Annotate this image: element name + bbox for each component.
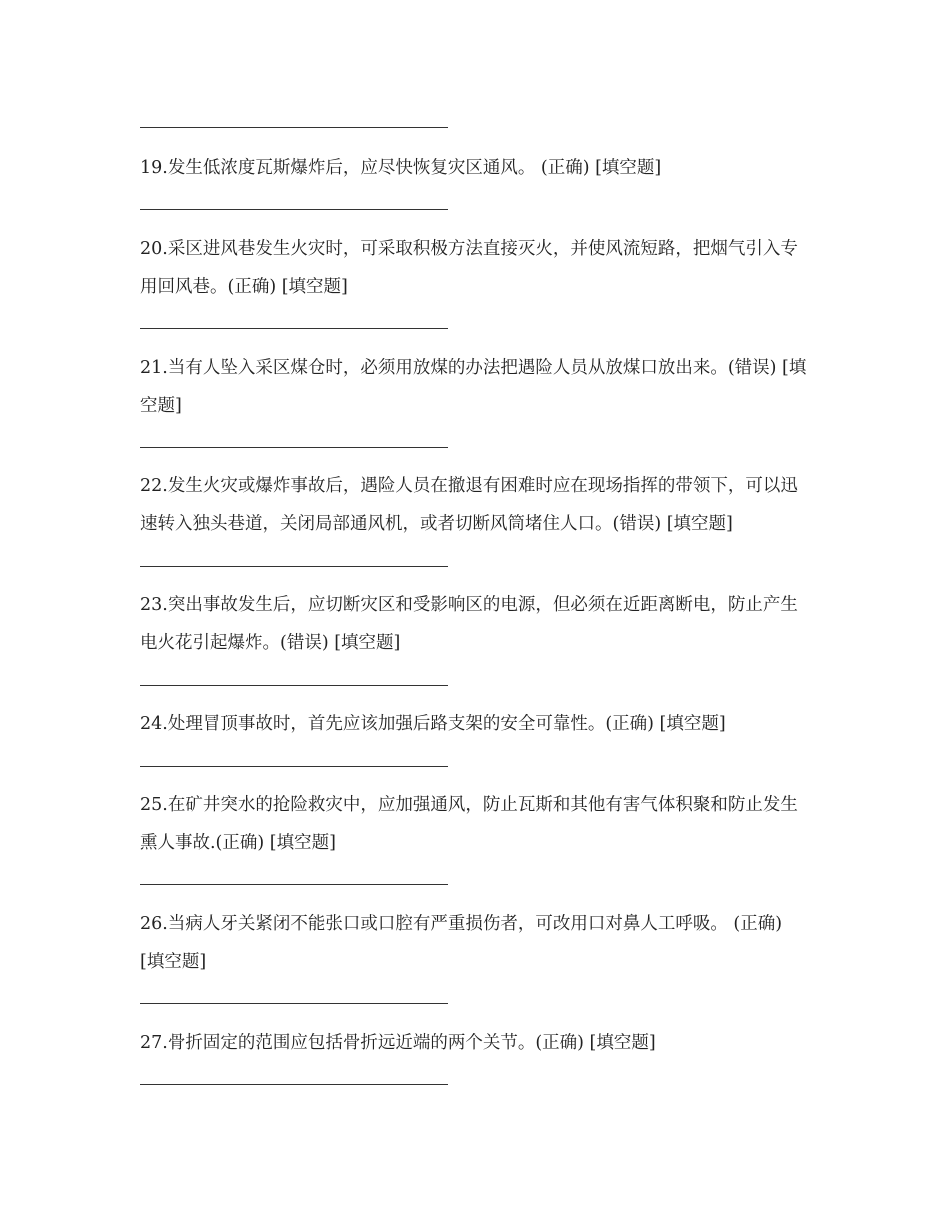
answer-blank[interactable] xyxy=(140,447,448,448)
answer-line-25 xyxy=(140,884,820,885)
answer-blank[interactable] xyxy=(140,209,448,210)
answer-line-18 xyxy=(140,127,820,128)
answer-line-23 xyxy=(140,685,820,686)
answer-line-19 xyxy=(140,209,820,210)
answer-blank[interactable] xyxy=(140,328,448,329)
answer-blank[interactable] xyxy=(140,766,448,767)
question-22 xyxy=(140,467,805,543)
question-text: 20.采区进风巷发生火灾时，可采取积极方法直接灭火，并使风流短路，把烟气引入专用回风巷。(正确) [填空题] xyxy=(140,239,798,297)
question-25 xyxy=(140,786,805,862)
answer-blank[interactable] xyxy=(140,566,448,567)
question-26 xyxy=(140,905,805,981)
answer-line-21 xyxy=(140,447,820,448)
question-text: 22.发生火灾或爆炸事故后，遇险人员在撤退有困难时应在现场指挥的带领下，可以迅速转入独头巷道，关闭局部通风机，或者切断风筒堵住人口。(错误) [填空题] xyxy=(140,476,798,534)
answer-blank[interactable] xyxy=(140,1084,448,1085)
answer-blank[interactable] xyxy=(140,127,448,128)
question-text: 27.骨折固定的范围应包括骨折远近端的两个关节。(正确) [填空题] xyxy=(140,1033,656,1053)
answer-blank[interactable] xyxy=(140,685,448,686)
question-24 xyxy=(140,705,820,743)
question-text: 24.处理冒顶事故时，首先应该加强后路支架的安全可靠性。(正确) [填空题] xyxy=(140,714,726,734)
answer-blank[interactable] xyxy=(140,1003,448,1004)
question-text: 21.当有人坠入采区煤仓时，必须用放煤的办法把遇险人员从放煤口放出来。(错误) [填空题] xyxy=(140,358,807,416)
question-text: 19.发生低浓度瓦斯爆炸后，应尽快恢复灾区通风。 (正确) [填空题] xyxy=(140,158,662,178)
question-23 xyxy=(140,586,805,662)
answer-line-22 xyxy=(140,566,820,567)
question-27 xyxy=(140,1024,820,1062)
question-21 xyxy=(140,349,820,425)
answer-line-24 xyxy=(140,766,820,767)
question-20 xyxy=(140,230,805,306)
question-text: 26.当病人牙关紧闭不能张口或口腔有严重损伤者，可改用口对鼻人工呼吸。 (正确) [填空题] xyxy=(140,914,783,972)
answer-line-26 xyxy=(140,1003,820,1004)
question-19 xyxy=(140,149,820,187)
answer-line-20 xyxy=(140,328,820,329)
question-text: 25.在矿井突水的抢险救灾中，应加强通风，防止瓦斯和其他有害气体积聚和防止发生熏人事故.(正确) [填空题] xyxy=(140,795,798,853)
answer-blank[interactable] xyxy=(140,884,448,885)
question-text: 23.突出事故发生后，应切断灾区和受影响区的电源，但必须在近距离断电，防止产生电火花引起爆炸。(错误) [填空题] xyxy=(140,595,798,653)
answer-line-27 xyxy=(140,1084,820,1085)
